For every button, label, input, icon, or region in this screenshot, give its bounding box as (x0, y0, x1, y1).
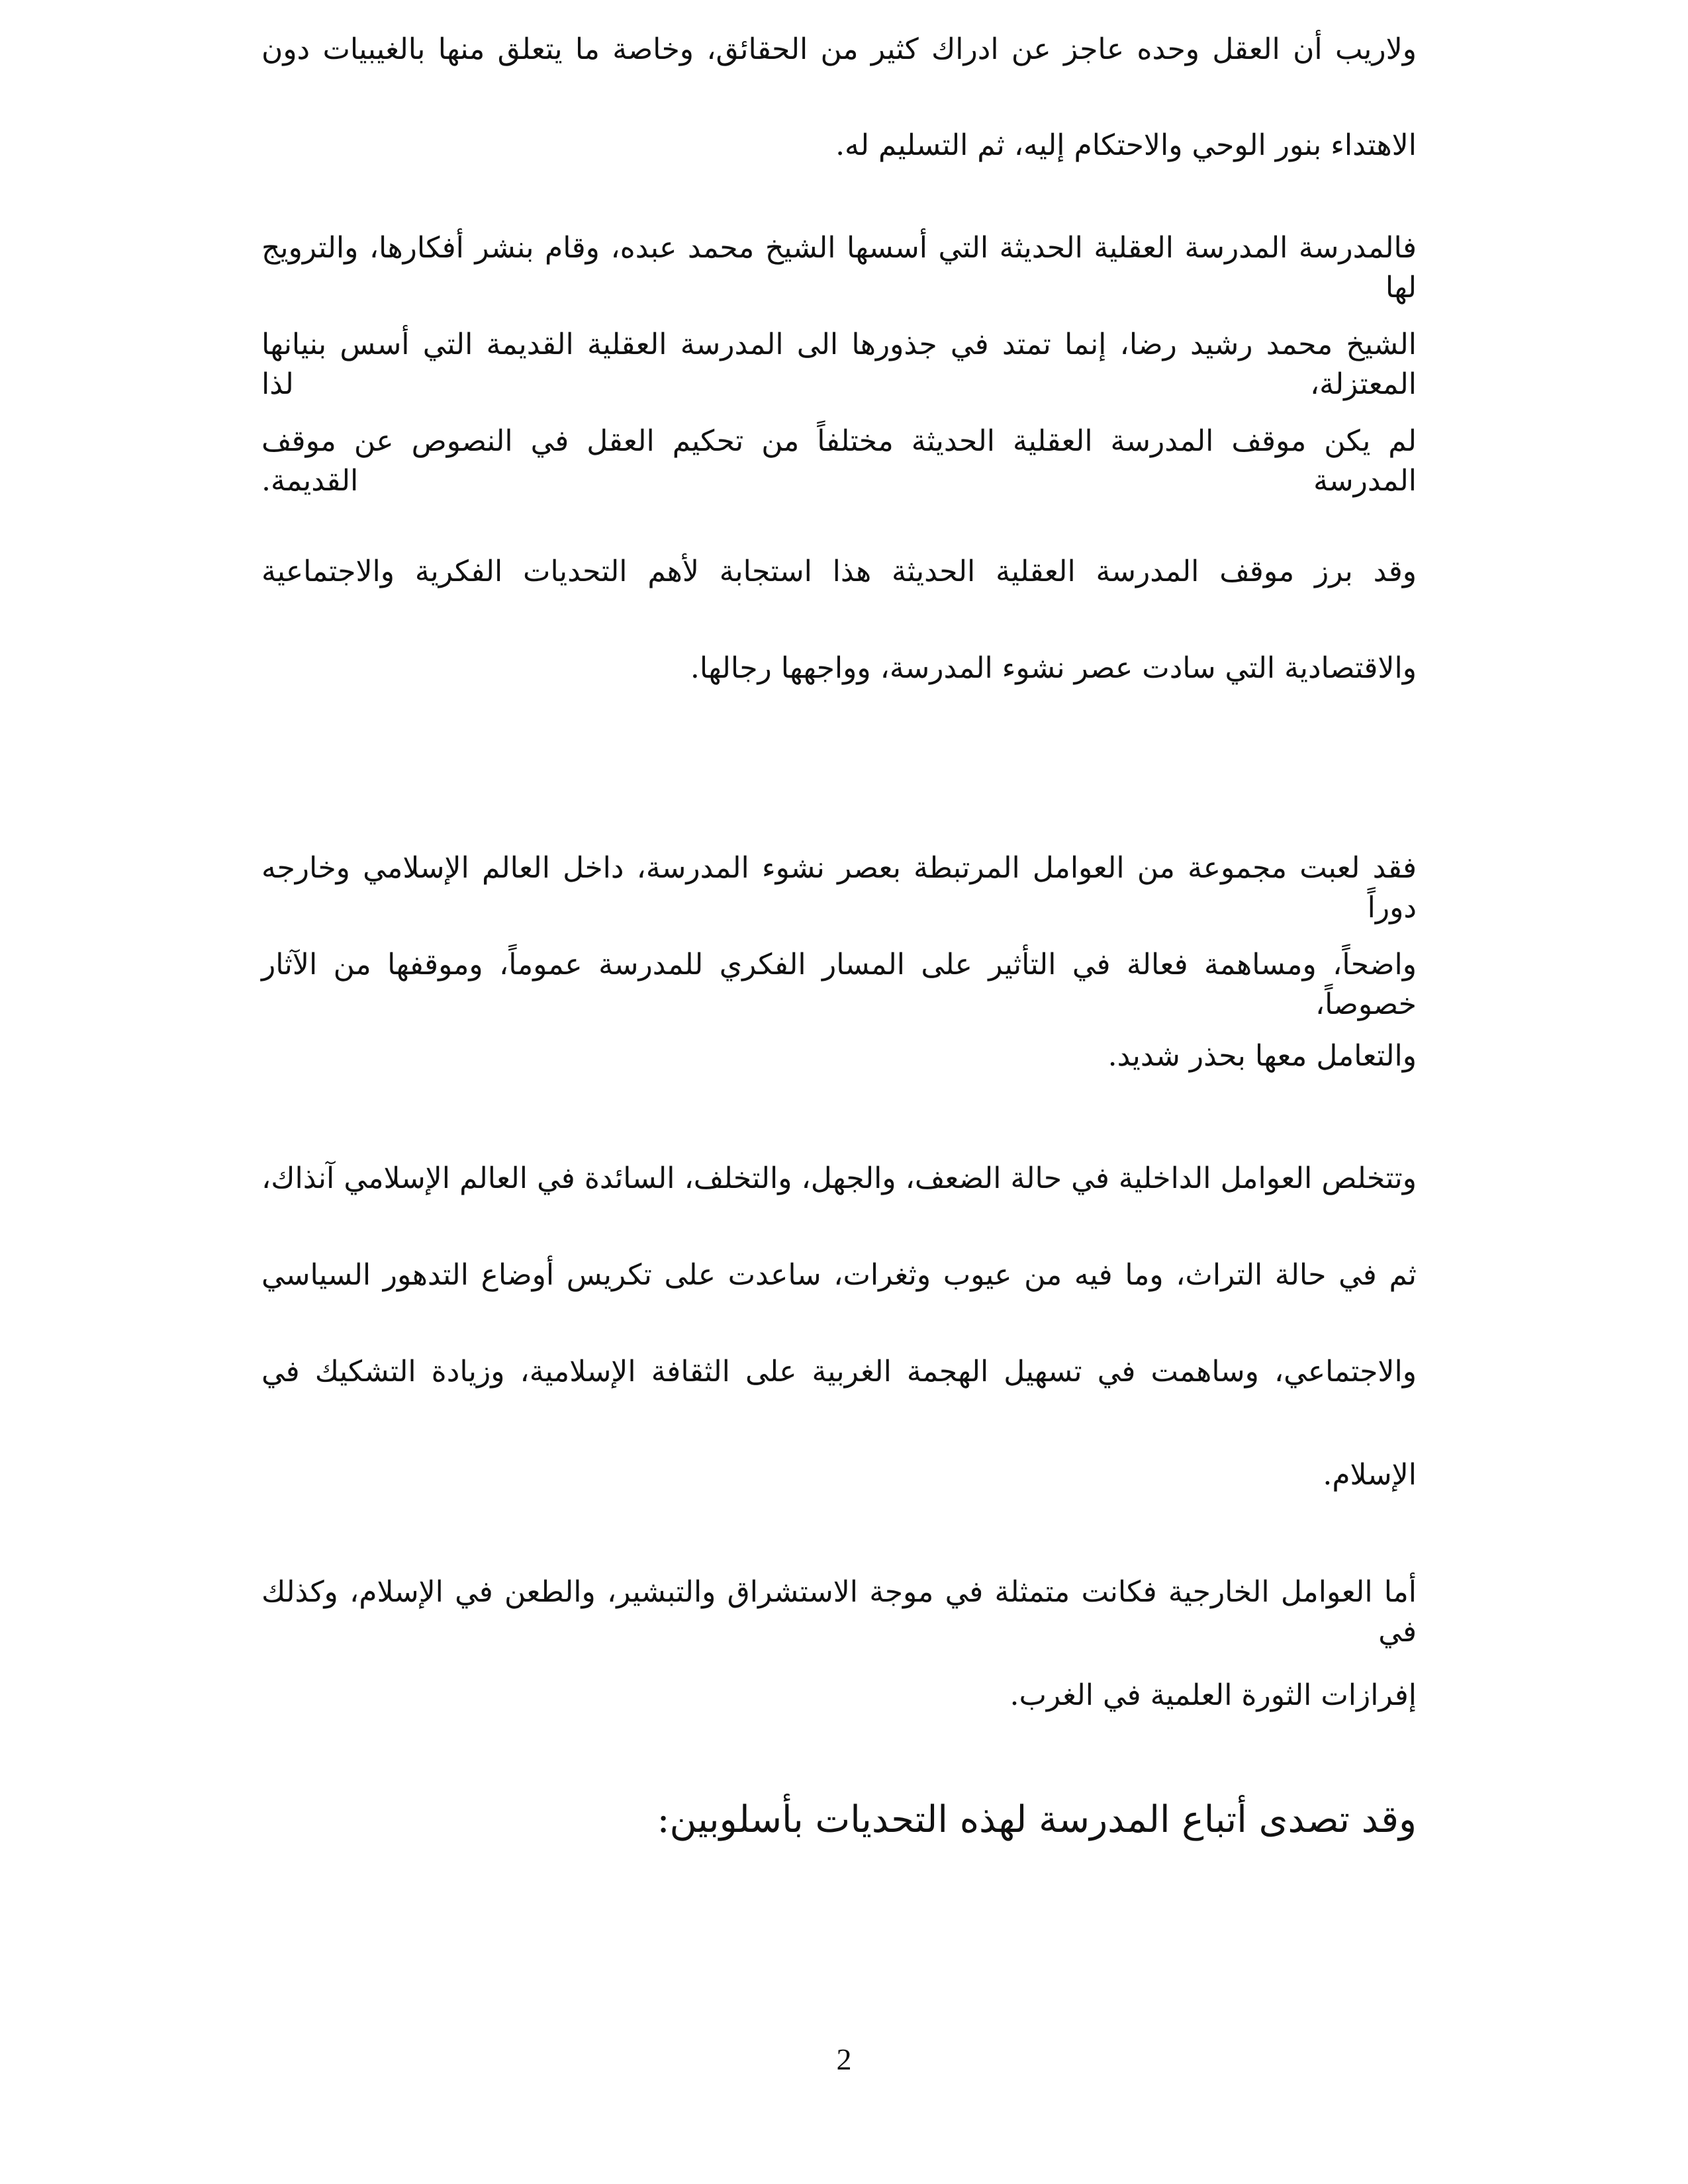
paragraph-4-line-1: فقد لعبت مجموعة من العوامل المرتبطة بعصر نشوء المدرسة، داخل العالم الإسلامي وخارجه دوراً (261, 851, 1417, 925)
paragraph-4-line-3: والتعامل معها بحذر شديد. (1107, 1039, 1417, 1073)
paragraph-5-line-3: والاجتماعي، وساهمت في تسهيل الهجمة الغربية على الثقافة الإسلامية، وزيادة التشكيك في (261, 1355, 1417, 1388)
paragraph-3-line-1: وقد برز موقف المدرسة العقلية الحديثة هذا استجابة لأهم التحديات الفكرية والاجتماعية (261, 555, 1417, 588)
paragraph-6-line-2: إفرازات الثورة العلمية في الغرب. (1009, 1678, 1417, 1712)
paragraph-5-line-1: وتتخلص العوامل الداخلية في حالة الضعف، والجهل، والتخلف، السائدة في العالم الإسلامي آنذاك، (261, 1161, 1417, 1195)
paragraph-1-line-1: ولاريب أن العقل وحده عاجز عن ادراك كثير من الحقائق، وخاصة ما يتعلق منها بالغيبيات دون (261, 32, 1417, 66)
paragraph-2-line-1: فالمدرسة المدرسة العقلية الحديثة التي أسسها الشيخ محمد عبده، وقام بنشر أفكارها، والترويج لها (261, 231, 1417, 304)
paragraph-4-line-2: واضحاً، ومساهمة فعالة في التأثير على المسار الفكري للمدرسة عموماً، وموقفها من الآثار خصوصاً، (261, 948, 1417, 1021)
paragraph-2-line-3: لم يكن موقف المدرسة العقلية الحديثة مختلفاً من تحكيم العقل في النصوص عن موقف المدرسة القديمة. (261, 424, 1417, 498)
paragraph-2-line-2: الشيخ محمد رشيد رضا، إنما تمتد في جذورها الى المدرسة العقلية القديمة التي أسس بنيانها المعتزلة، لذا (261, 328, 1417, 401)
page-number: 2 (836, 2042, 852, 2076)
section-heading: وقد تصدى أتباع المدرسة لهذه التحديات بأسلوبين: (657, 1798, 1417, 1841)
paragraph-6-line-1: أما العوامل الخارجية فكانت متمثلة في موجة الاستشراق والتبشير، والطعن في الإسلام، وكذلك في (261, 1575, 1417, 1649)
paragraph-3-line-2: والاقتصادية التي سادت عصر نشوء المدرسة، وواجهها رجالها. (690, 651, 1417, 685)
paragraph-5-line-4: الإسلام. (1323, 1458, 1417, 1492)
paragraph-1-line-2: الاهتداء بنور الوحي والاحتكام إليه، ثم التسليم له. (835, 128, 1417, 162)
paragraph-5-line-2: ثم في حالة التراث، وما فيه من عيوب وثغرات، ساعدت على تكريس أوضاع التدهور السياسي (261, 1258, 1417, 1292)
